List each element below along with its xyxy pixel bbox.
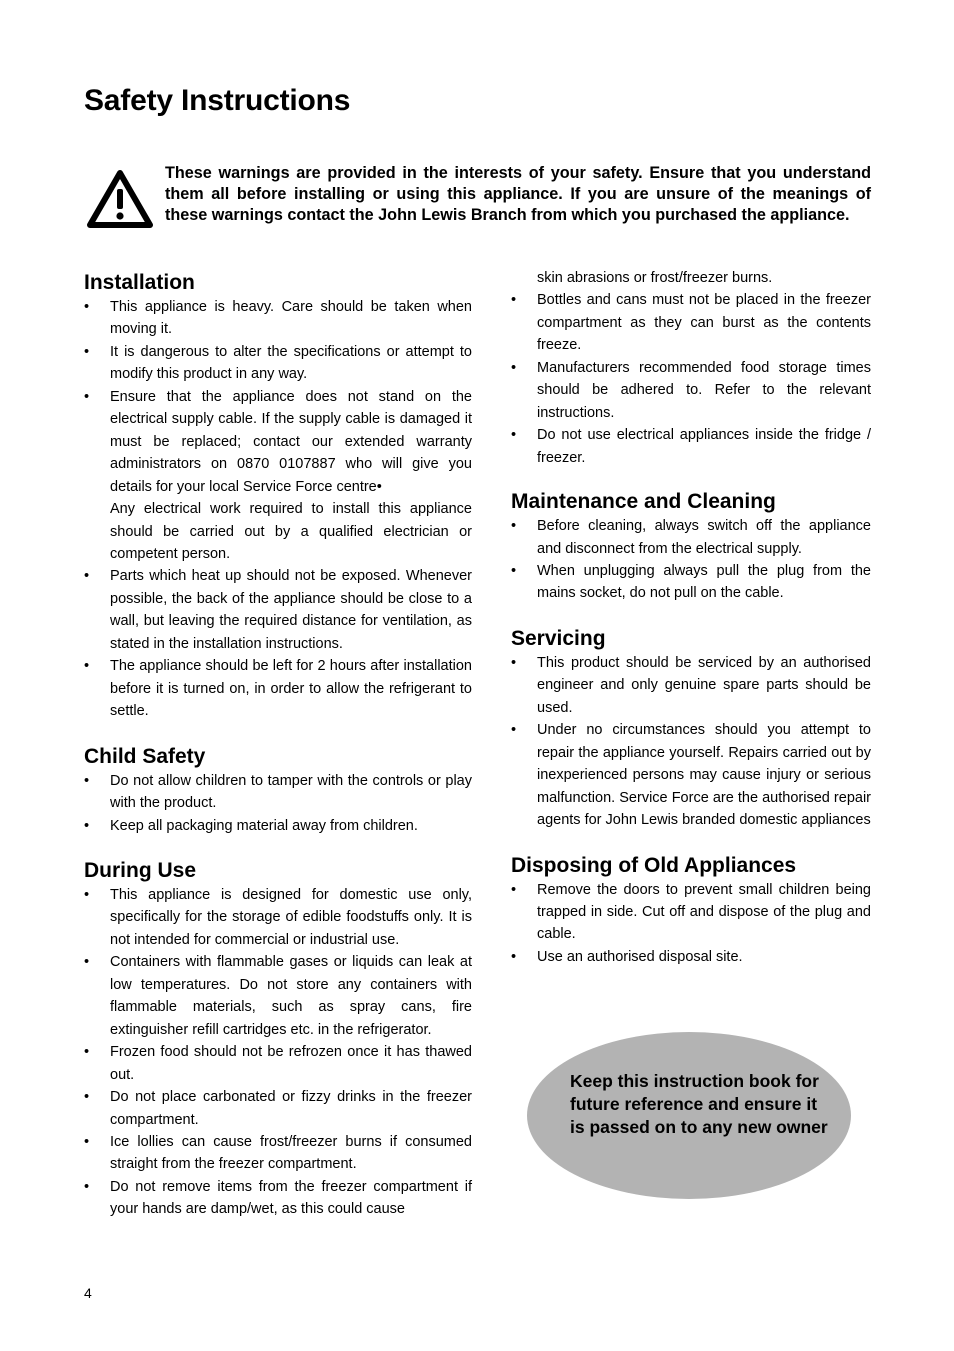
page-title: Safety Instructions [84, 84, 351, 117]
list-item: • Before cleaning, always switch off the appliance and disconnect from the electrical supply. [511, 515, 871, 560]
maintenance-list [511, 515, 871, 605]
maintenance-heading: Maintenance and Cleaning [511, 490, 776, 514]
disposing-heading: Disposing of Old Appliances [511, 853, 797, 877]
child-safety-list [84, 770, 472, 837]
list-item: • When unplugging always pull the plug from the mains socket, do not pull on the cable. [511, 560, 871, 605]
servicing-heading: Servicing [511, 626, 606, 650]
list-item: • Parts which heat up should not be exposed. Whenever possible, the back of the appliance should be close to a wall, but leaving the required distance for ventilation, as stated in the installation instructions. [84, 565, 472, 655]
list-item: • This product should be serviced by an authorised engineer and only genuine spare parts should be used. [511, 652, 871, 719]
list-item: • Keep all packaging material away from children. [84, 815, 472, 837]
list-item: • Containers with flammable gases or liquids can leak at low temperatures. Do not store any containers with flammable materials, such as spray cans, fire extinguisher refill cartridges etc. in the refrigerator. [84, 951, 472, 1041]
installation-list [84, 296, 472, 723]
list-item: • This appliance is designed for domestic use only, specifically for the storage of edible foodstuffs only. It is not intended for commercial or industrial use. [84, 884, 472, 951]
list-item: • Manufacturers recommended food storage times should be adhered to. Refer to the relevant instructions. [511, 357, 871, 424]
servicing-section [511, 625, 871, 832]
right-column [511, 267, 871, 968]
list-item: • Do not use electrical appliances inside the fridge / freezer. [511, 424, 871, 469]
safety-warning-text: These warnings are provided in the interests of your safety. Ensure that you understand them all before installing or using this appliance. If you are unsure of the meanings of these warnings contact the John Lewis Branch from which you purchased the appliance. [165, 164, 871, 224]
disposing-section [511, 852, 871, 969]
list-item: • The appliance should be left for 2 hours after installation before it is turned on, in order to allow the refrigerant to settle. [84, 655, 472, 722]
installation-heading: Installation [84, 271, 195, 294]
list-item: • Under no circumstances should you attempt to repair the appliance yourself. Repairs carried out by inexperienced persons may cause injury or serious malfunction. Service Force are the authorised repair agents for John Lewis branded domestic appliances [511, 719, 871, 831]
page-number: 4 [84, 1285, 92, 1301]
list-item: • This appliance is heavy. Care should be taken when moving it. [84, 296, 472, 341]
during-use-continued-list [511, 267, 871, 469]
list-item: • Ensure that the appliance does not stand on the electrical supply cable. If the supply cable is damaged it must be replaced; contact our extended warranty administrators on 0870 0107887 who will give you details for your local Service Force centre• [84, 386, 472, 498]
during-use-continued [511, 267, 871, 469]
child-safety-section [84, 743, 472, 837]
list-item: skin abrasions or frost/freezer burns. [537, 270, 773, 286]
list-item: • Do not allow children to tamper with the controls or play with the product. [84, 770, 472, 815]
list-item: • Bottles and cans must not be placed in the freezer compartment as they can burst as the contents freeze. [511, 289, 871, 356]
keep-book-note: Keep this instruction book for future reference and ensure it is passed on to any new owner [570, 1071, 828, 1137]
servicing-list [511, 652, 871, 832]
list-item: Any electrical work required to install this appliance should be carried out by a qualified electrician or competent person. [110, 501, 472, 562]
child-safety-heading: Child Safety [84, 744, 206, 768]
during-use-heading: During Use [84, 858, 197, 882]
warning-triangle-icon [86, 169, 154, 229]
list-item: • Remove the doors to prevent small children being trapped in side. Cut off and dispose of the plug and cable. [511, 879, 871, 946]
during-use-section [84, 857, 472, 1221]
list-item: • Use an authorised disposal site. [511, 946, 871, 968]
disposing-list [511, 879, 871, 969]
installation-section [84, 269, 472, 723]
left-column [84, 269, 472, 1221]
during-use-list [84, 884, 472, 1221]
list-item: • Frozen food should not be refrozen once it has thawed out. [84, 1041, 472, 1086]
list-item: • Ice lollies can cause frost/freezer burns if consumed straight from the freezer compartment. [84, 1131, 472, 1176]
list-item: • Do not place carbonated or fizzy drinks in the freezer compartment. [84, 1086, 472, 1131]
maintenance-section [511, 488, 871, 605]
list-item: • It is dangerous to alter the specifications or attempt to modify this product in any way. [84, 341, 472, 386]
list-item: • Do not remove items from the freezer compartment if your hands are damp/wet, as this could cause [84, 1176, 472, 1221]
